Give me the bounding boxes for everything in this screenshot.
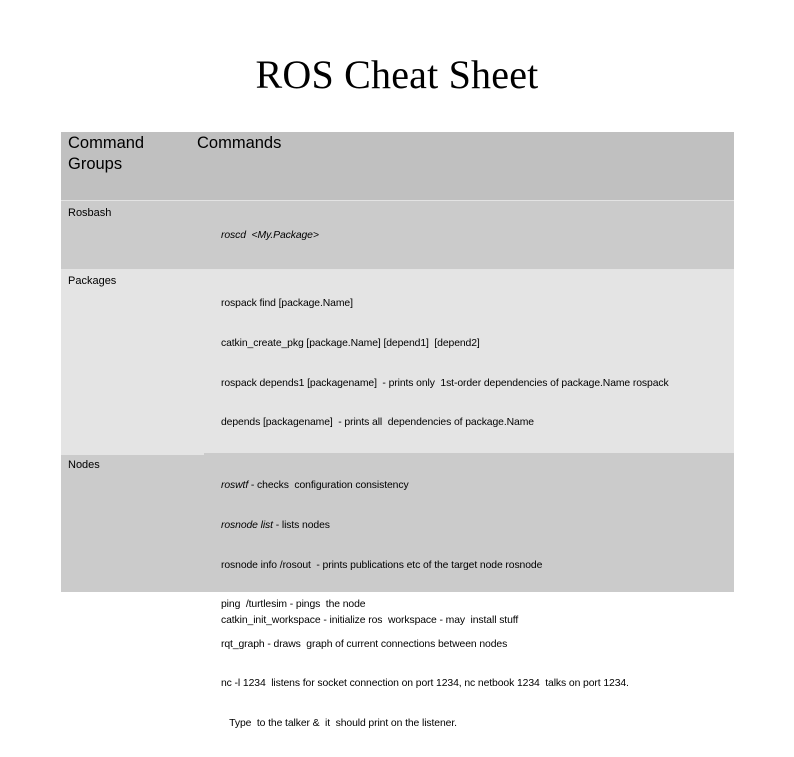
command-line: roscd <My.Package> [221, 230, 319, 242]
command-line [221, 519, 629, 532]
header-command-groups: Command Groups [68, 134, 145, 173]
command-line: rospack find [package.Name] [221, 298, 353, 310]
page-title: ROS Cheat Sheet [255, 52, 539, 97]
command-line: nc -l 1234 listens for socket connection on port 1234, nc netbook 1234 talks on port 1234. [221, 678, 629, 690]
commands-cell [221, 453, 629, 757]
command-line: Type to the talker & it should print on the listener. [221, 718, 457, 730]
command-line: depends [packagename] - prints all dependencies of package.Name [221, 417, 534, 429]
group-label: Packages [68, 275, 117, 287]
command-line: ping /turtlesim - pings the node [221, 599, 366, 611]
command-name: roswtf [221, 480, 249, 492]
group-label: Rosbash [68, 207, 112, 219]
command-desc: - lists nodes [272, 520, 330, 532]
command-line: rospack depends1 [packagename] - prints only 1st-order dependencies of package.Name rospack [221, 377, 669, 389]
command-desc: - checks configuration consistency [248, 480, 409, 492]
command-name: rosnode list [221, 520, 273, 532]
table-header-row [61, 132, 734, 200]
command-line: rqt_graph - draws graph of current connections between nodes [221, 638, 508, 650]
header-commands: Commands [197, 134, 282, 152]
command-line: catkin_init_workspace - initialize ros workspace - may install stuff [221, 615, 519, 627]
command-line [221, 479, 629, 492]
command-line: catkin_create_pkg [package.Name] [depend1] [depend2] [221, 338, 480, 350]
command-line: rosnode info /rosout - prints publications etc of the target node rosnode [221, 559, 543, 571]
group-label: Nodes [68, 459, 100, 471]
cheat-sheet-table [61, 132, 734, 730]
table-row-rosbash [61, 200, 734, 269]
cell-divider [61, 453, 204, 455]
